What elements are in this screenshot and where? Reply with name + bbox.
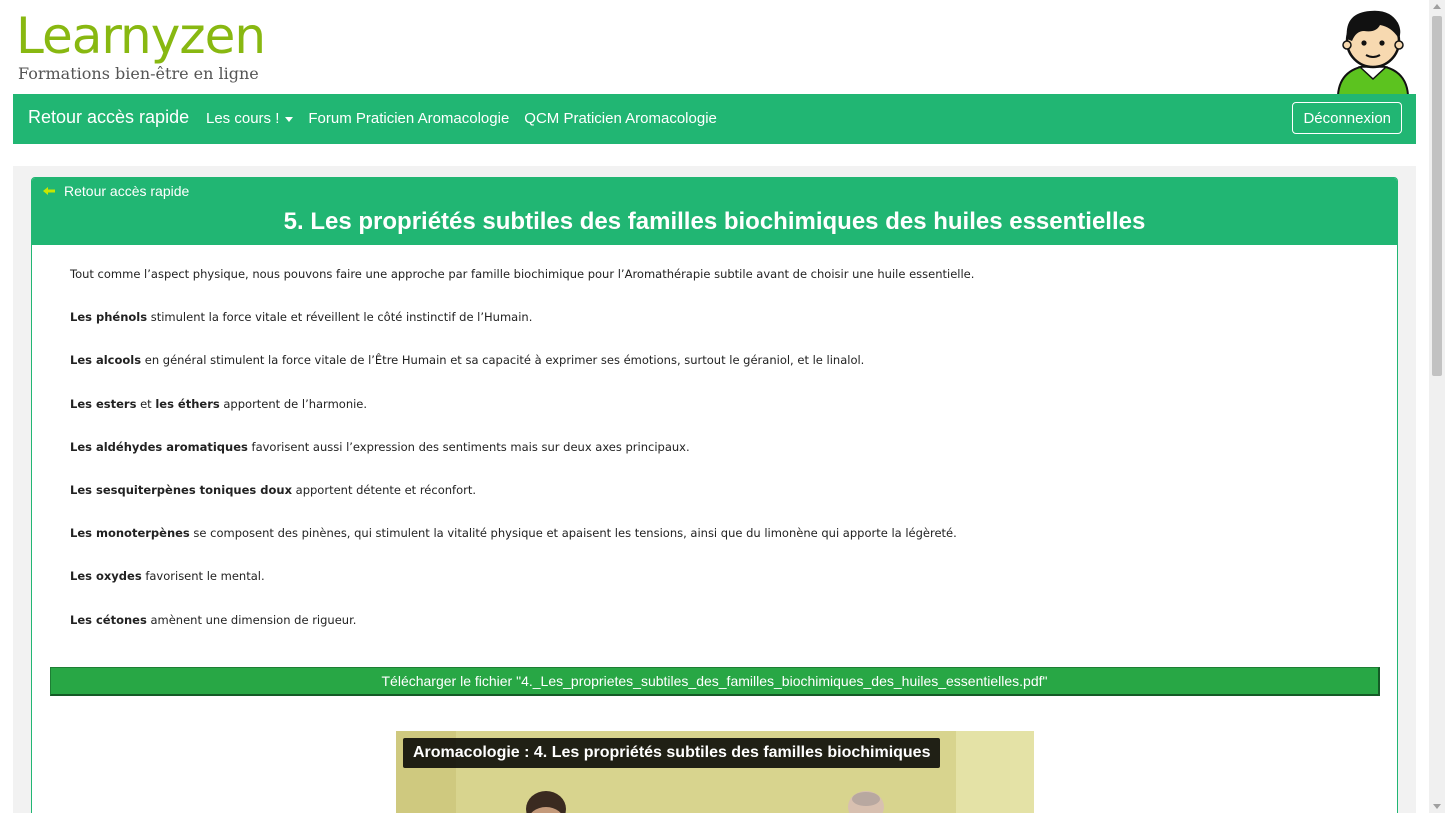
- logo-tagline: Formations bien-être en ligne: [18, 64, 259, 83]
- card-header: [32, 178, 1397, 245]
- back-arrow-icon: [42, 186, 56, 196]
- paragraph: Les oxydes favorisent le mental.: [70, 569, 265, 584]
- lesson-title: 5. Les propriétés subtiles des familles biochimiques des huiles essentielles: [283, 208, 1146, 235]
- logo-title: Learnyzen: [16, 7, 266, 65]
- main-navbar: [13, 94, 1416, 144]
- scroll-up-icon[interactable]: [1433, 4, 1441, 9]
- site-logo[interactable]: [16, 6, 266, 88]
- logout-button[interactable]: Déconnexion: [1292, 102, 1402, 134]
- paragraph: Tout comme l’aspect physique, nous pouvons faire une approche par famille biochimique pour l’Aromathérapie subtile avant de choisir une huile essentielle.: [70, 267, 975, 281]
- lesson-body: [70, 266, 1360, 655]
- nav-courses-label: Les cours !: [206, 110, 280, 127]
- paragraph: Les alcools en général stimulent la force vitale de l’Être Humain et sa capacité à exprimer ses émotions, surtout le géraniol, et le linalol.: [70, 353, 865, 368]
- video-title: Aromacologie : 4. Les propriétés subtiles des familles biochimiques: [403, 738, 940, 768]
- back-quick-access-link[interactable]: [42, 183, 189, 199]
- paragraph: Les monoterpènes se composent des pinènes, qui stimulent la vitalité physique et apaisent les tensions, ainsi que du limonène qui apporte la légèreté.: [70, 526, 957, 541]
- paragraph: Les phénols stimulent la force vitale et réveillent le côté instinctif de l’Humain.: [70, 310, 533, 325]
- user-avatar-icon[interactable]: [1330, 5, 1416, 95]
- download-pdf-button[interactable]: Télécharger le fichier "4._Les_proprietes_subtiles_des_familles_biochimiques_des_huiles_essentielles.pdf": [50, 667, 1380, 696]
- paragraph: Les aldéhydes aromatiques favorisent aussi l’expression des sentiments mais sur deux axes principaux.: [70, 439, 690, 454]
- navbar-brand-link[interactable]: Retour accès rapide: [28, 107, 190, 127]
- video-player[interactable]: [396, 731, 1034, 813]
- scroll-thumb[interactable]: [1432, 16, 1442, 376]
- nav-qcm-link[interactable]: QCM Praticien Aromacologie: [524, 110, 717, 127]
- scroll-down-icon[interactable]: [1433, 804, 1441, 809]
- nav-items: [206, 110, 717, 127]
- lesson-card: [31, 177, 1398, 813]
- page-scrollbar[interactable]: [1429, 0, 1445, 813]
- content-wrapper: [13, 166, 1416, 813]
- nav-courses-dropdown[interactable]: [206, 110, 293, 127]
- paragraph: Les sesquiterpènes toniques doux apportent détente et réconfort.: [70, 483, 477, 498]
- nav-forum-link[interactable]: Forum Praticien Aromacologie: [308, 110, 510, 127]
- paragraph: Les esters et les éthers apportent de l’harmonie.: [70, 396, 368, 411]
- paragraph: Les cétones amènent une dimension de rigueur.: [70, 612, 357, 627]
- back-link-label: Retour accès rapide: [64, 183, 190, 199]
- caret-down-icon: [285, 117, 293, 122]
